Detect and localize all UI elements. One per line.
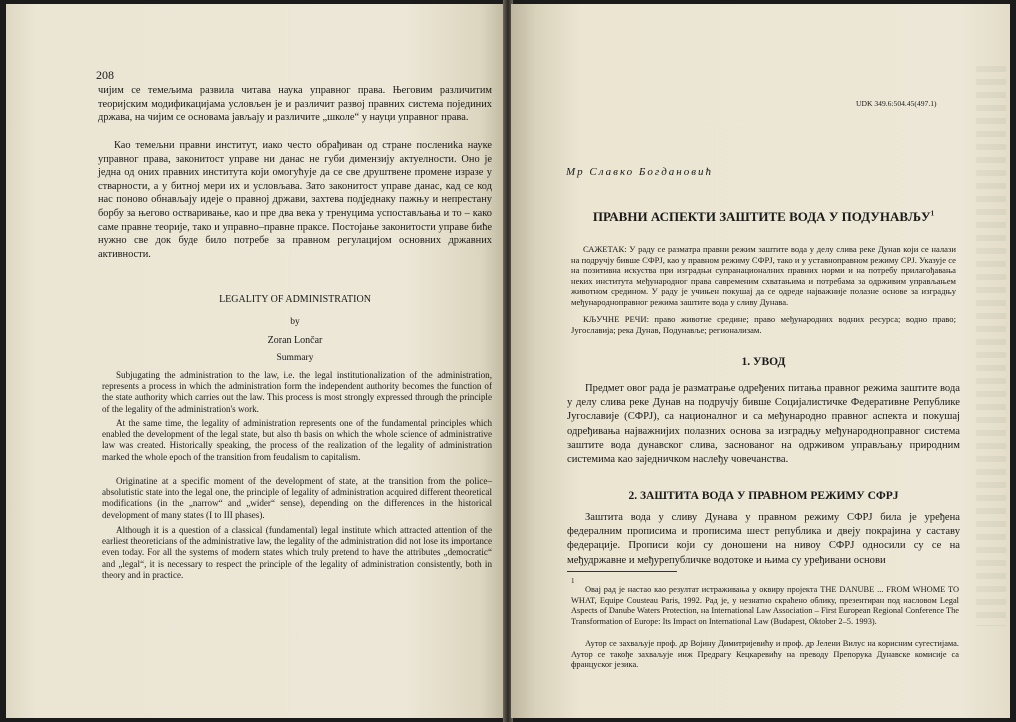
summary-label: Summary bbox=[276, 353, 314, 363]
page-number: 208 bbox=[96, 68, 114, 82]
article-title bbox=[566, 209, 961, 225]
summary-paragraph-2: At the same time, the legality of administration represents one of the fundamental principles which enabled the development of the legal state, but also th basis on which the whole science of administrative law was created. Historically speaking, the process of the realization of the legality of administration marked the whole epoch of the transition from feudalism to capitalism. bbox=[102, 418, 492, 462]
section-1-heading: 1. УВОД bbox=[741, 356, 786, 368]
footnote-1: Овај рад је настао као резултат истраживања у оквиру пројекта THE DANUBE ... FROM WHOME TO WHAT, Equipe Cousteau Paris, 1992. Рад је, у незнатно скраћено облику, презентиран под насловом Legal Aspects of Danube Waters Protection, на International Law Association – First European Regional Conference The Transformation of Europe: Its Impact on International Law (Budapest, Oktober 2–5. 1993). bbox=[571, 585, 959, 626]
body-paragraph-1: чијим се темељима развила читава наука управног права. Његовим различитим теоријским модификацијама условљен је и различит развој правних система појединих држава, на чијим се основама јављају и различите „школе“ у науци управног права. bbox=[98, 85, 492, 124]
summary-by: by bbox=[290, 317, 300, 327]
summary-author: Zoran Lončar bbox=[267, 335, 323, 346]
summary-paragraph-1: Subjugating the administration to the law, i.e. the legal institutionalization of the administration, represents a process in which the administration form the independent authority becomes the function of the state authority which carries out the law. This process is most strongly expressed through the principle of the legality of the administration's work. bbox=[102, 370, 492, 414]
footnote-mark: 1 bbox=[571, 577, 575, 585]
bleed-through-shadow bbox=[976, 66, 1006, 626]
title-footnote-mark: 1 bbox=[930, 209, 935, 218]
section-2-text: Заштита вода у сливу Дунава у правном режиму СФРЈ била је уређена федералним прописима и прописима шест република и двеју покрајина у саставу федерације. Прописи који су доношени на нивоу СФРЈ односили су се на међудржавне и међурепубличке водотоке и њима су уређивани основи bbox=[567, 512, 960, 566]
abstract: САЖЕТАК: У раду се разматра правни режим заштите вода у делу слива реке Дунав који се налази на подручју бивше СФРЈ, као у правном режиму СФРЈ, тако и у уставноправном режиму СРЈ. Указује се на позитивна искуства при изградњи супранационалних правних норми и на потребу прилагођавања неких института међународног права савременим схватањима и потребама за одрживим управљањем животном средином. У раду је учињен покушај да се одреде најважније полазне основе за изградњу међународноправног режима заштите вода у сливу Дунава. bbox=[571, 244, 956, 307]
article-author: Мр Славко Богдановић bbox=[566, 166, 714, 178]
keywords: КЉУЧНЕ РЕЧИ: право животне средине; право међународних водних ресурса; водно право; Југославија; река Дунав, Подунавље; регионализам. bbox=[571, 314, 956, 335]
summary-paragraph-4: Although it is a question of a classical (fundamental) legal institute which attracted attention of the earliest theoreticians of the administrative law, the legality of the administration did not lose its importance even today. For all the systems of modern states which truly pretend to have the attributes „democratic“ and „legal“, it is necessary to respect the principle of the legality of administration consistently, both in theory and in practice. bbox=[102, 525, 492, 580]
section-2-heading: 2. ЗАШТИТА ВОДА У ПРАВНОМ РЕЖИМУ СФРЈ bbox=[628, 490, 899, 502]
article-title-text: ПРАВНИ АСПЕКТИ ЗАШТИТЕ ВОДА У ПОДУНАВЉУ bbox=[592, 209, 931, 224]
summary-title: LEGALITY OF ADMINISTRATION bbox=[219, 294, 371, 305]
footnote-rule bbox=[567, 571, 677, 572]
right-page bbox=[511, 4, 1010, 718]
udk-code: UDK 349.6:504.45(497.1) bbox=[856, 99, 937, 108]
left-page bbox=[6, 4, 506, 718]
body-paragraph-2: Као темељни правни институт, иако често обрађиван од стране послениka науке управног права, законитост управе ни данас не губи димензију актуелности. Оно је једна од оних правних института који омогућује да се све друштвене промене изразе у стварности, а у битној мери их и условљава. Зато законитост управе данас, кад се код нас поново обнављају идеје о правној држави, захтева подједнаку пажњу и непрестану борбу за његово остваривање, као и пре два века у тренуцима успостављања и то – како саме правне теорије, тако и управно–правне праксе. Постојање законитости управе биће нужно све док буде било потребе за правном регулацијом основних државних активности. bbox=[98, 140, 492, 260]
footnote-2: Аутор се захваљује проф. др Војину Димитријевићу и проф. др Јелени Вилус на корисним сугестијама. Аутор се такође захваљује инж Предрагу Кецкаревићу на преводу Препорука Дунавске комисије са француског језика. bbox=[571, 639, 959, 670]
section-1-text: Предмет овог рада је разматрање одређених питања правног режима заштите вода у делу слива реке Дунав на подручју бивше Социјалистичке Федеративне Републике Југославије (СФРЈ), са националног и са међународно правног аспекта и покушај одређивања најважнијих полазних основа за изградњу међународноправног система заштите вода дунавског слива, заснованог на одрживом управљању природним системима као заједничком наслеђу човечанства. bbox=[567, 383, 960, 466]
summary-paragraph-3: Originatine at a specific moment of the development of state, at the transition from the police–absolutistic state into the legal one, the principle of legality of administration acquired different theoretical modifications (in the „narrow“ and „wider“ sense), depending on the differences in the historical development of many states (I to III phases). bbox=[102, 476, 492, 520]
